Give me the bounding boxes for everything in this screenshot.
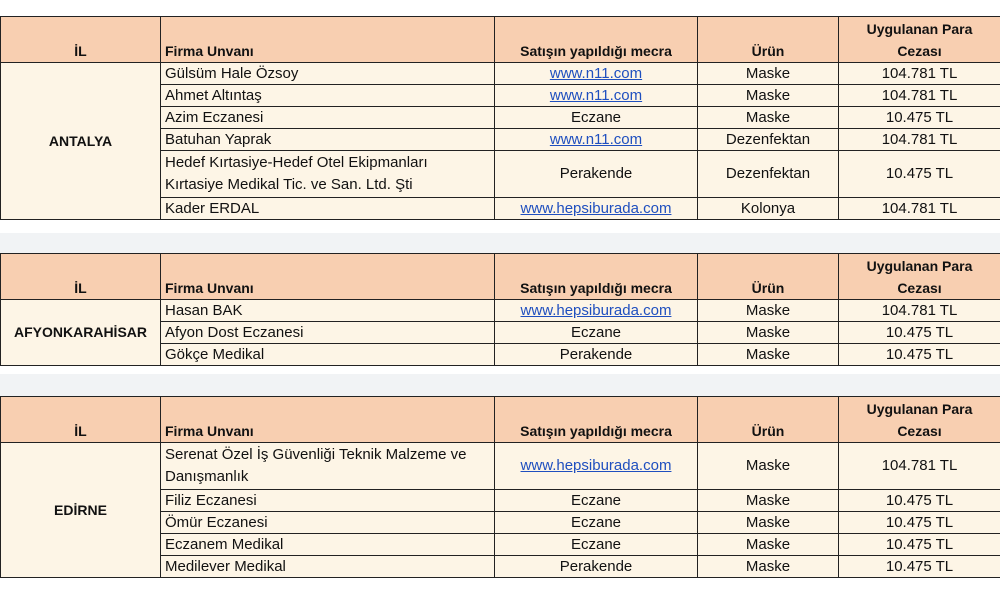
header-firma: Firma Unvanı xyxy=(161,17,495,63)
header-ceza: Uygulanan Para Cezası xyxy=(839,254,1000,300)
mecra-cell: Perakende xyxy=(495,556,698,578)
urun-cell: Maske xyxy=(698,556,839,578)
header-urun: Ürün xyxy=(698,254,839,300)
firma-cell: Kader ERDAL xyxy=(161,198,495,220)
ceza-cell: 104.781 TL xyxy=(839,85,1000,107)
il-cell: ANTALYA xyxy=(1,63,161,220)
table-row xyxy=(1,300,1000,322)
firma-cell: Filiz Eczanesi xyxy=(161,490,495,512)
il-cell: EDİRNE xyxy=(1,443,161,578)
urun-cell: Maske xyxy=(698,443,839,490)
ceza-cell: 10.475 TL xyxy=(839,534,1000,556)
ceza-cell: 10.475 TL xyxy=(839,151,1000,198)
table-row xyxy=(1,63,1000,85)
urun-cell: Maske xyxy=(698,107,839,129)
firma-cell: Gökçe Medikal xyxy=(161,344,495,366)
header-il: İL xyxy=(1,17,161,63)
header-firma: Firma Unvanı xyxy=(161,254,495,300)
ceza-cell: 10.475 TL xyxy=(839,107,1000,129)
header-mecra: Satışın yapıldığı mecra xyxy=(495,254,698,300)
firma-cell: Serenat Özel İş Güvenliği Teknik Malzeme ve Danışmanlık xyxy=(161,443,495,490)
urun-cell: Maske xyxy=(698,490,839,512)
mecra-link[interactable]: www.n11.com xyxy=(549,131,643,148)
ceza-cell: 104.781 TL xyxy=(839,300,1000,322)
urun-cell: Dezenfektan xyxy=(698,151,839,198)
table-row xyxy=(1,443,1000,490)
firma-cell: Medilever Medikal xyxy=(161,556,495,578)
mecra-link[interactable]: www.n11.com xyxy=(549,87,643,104)
mecra-link[interactable]: www.hepsiburada.com xyxy=(520,457,672,474)
antalya-table xyxy=(0,16,1000,220)
ceza-cell: 104.781 TL xyxy=(839,63,1000,85)
header-row xyxy=(1,17,1000,63)
header-ceza: Uygulanan Para Cezası xyxy=(839,17,1000,63)
ceza-cell: 104.781 TL xyxy=(839,198,1000,220)
header-urun: Ürün xyxy=(698,397,839,443)
urun-cell: Maske xyxy=(698,300,839,322)
mecra-cell: Eczane xyxy=(495,322,698,344)
mecra-link[interactable]: www.hepsiburada.com xyxy=(520,200,672,217)
header-il: İL xyxy=(1,397,161,443)
ceza-cell: 104.781 TL xyxy=(839,129,1000,151)
header-il: İL xyxy=(1,254,161,300)
urun-cell: Maske xyxy=(698,85,839,107)
ceza-cell: 10.475 TL xyxy=(839,322,1000,344)
ceza-cell: 10.475 TL xyxy=(839,490,1000,512)
firma-cell: Ömür Eczanesi xyxy=(161,512,495,534)
urun-cell: Dezenfektan xyxy=(698,129,839,151)
firma-cell: Batuhan Yaprak xyxy=(161,129,495,151)
firma-cell: Hedef Kırtasiye-Hedef Otel Ekipmanları Kırtasiye Medikal Tic. ve San. Ltd. Şti xyxy=(161,151,495,198)
urun-cell: Maske xyxy=(698,512,839,534)
urun-cell: Kolonya xyxy=(698,198,839,220)
mecra-cell: Eczane xyxy=(495,512,698,534)
header-firma: Firma Unvanı xyxy=(161,397,495,443)
mecra-cell: Eczane xyxy=(495,490,698,512)
section-gap xyxy=(0,374,1000,396)
mecra-cell: Eczane xyxy=(495,107,698,129)
firma-cell: Azim Eczanesi xyxy=(161,107,495,129)
header-row xyxy=(1,397,1000,443)
firma-cell: Afyon Dost Eczanesi xyxy=(161,322,495,344)
header-mecra: Satışın yapıldığı mecra xyxy=(495,397,698,443)
header-ceza: Uygulanan Para Cezası xyxy=(839,397,1000,443)
urun-cell: Maske xyxy=(698,534,839,556)
section-gap xyxy=(0,233,1000,253)
urun-cell: Maske xyxy=(698,322,839,344)
mecra-cell: Perakende xyxy=(495,151,698,198)
firma-cell: Gülsüm Hale Özsoy xyxy=(161,63,495,85)
firma-cell: Eczanem Medikal xyxy=(161,534,495,556)
mecra-cell: Perakende xyxy=(495,344,698,366)
ceza-cell: 10.475 TL xyxy=(839,556,1000,578)
firma-cell: Hasan BAK xyxy=(161,300,495,322)
ceza-cell: 10.475 TL xyxy=(839,512,1000,534)
mecra-link[interactable]: www.hepsiburada.com xyxy=(520,302,672,319)
firma-cell: Ahmet Altıntaş xyxy=(161,85,495,107)
header-urun: Ürün xyxy=(698,17,839,63)
mecra-cell: Eczane xyxy=(495,534,698,556)
il-cell: AFYONKARAHİSAR xyxy=(1,300,161,366)
urun-cell: Maske xyxy=(698,63,839,85)
mecra-link[interactable]: www.n11.com xyxy=(549,65,643,82)
ceza-cell: 10.475 TL xyxy=(839,344,1000,366)
edirne-table xyxy=(0,396,1000,578)
afyonkarahisar-table xyxy=(0,253,1000,366)
urun-cell: Maske xyxy=(698,344,839,366)
header-mecra: Satışın yapıldığı mecra xyxy=(495,17,698,63)
ceza-cell: 104.781 TL xyxy=(839,443,1000,490)
header-row xyxy=(1,254,1000,300)
